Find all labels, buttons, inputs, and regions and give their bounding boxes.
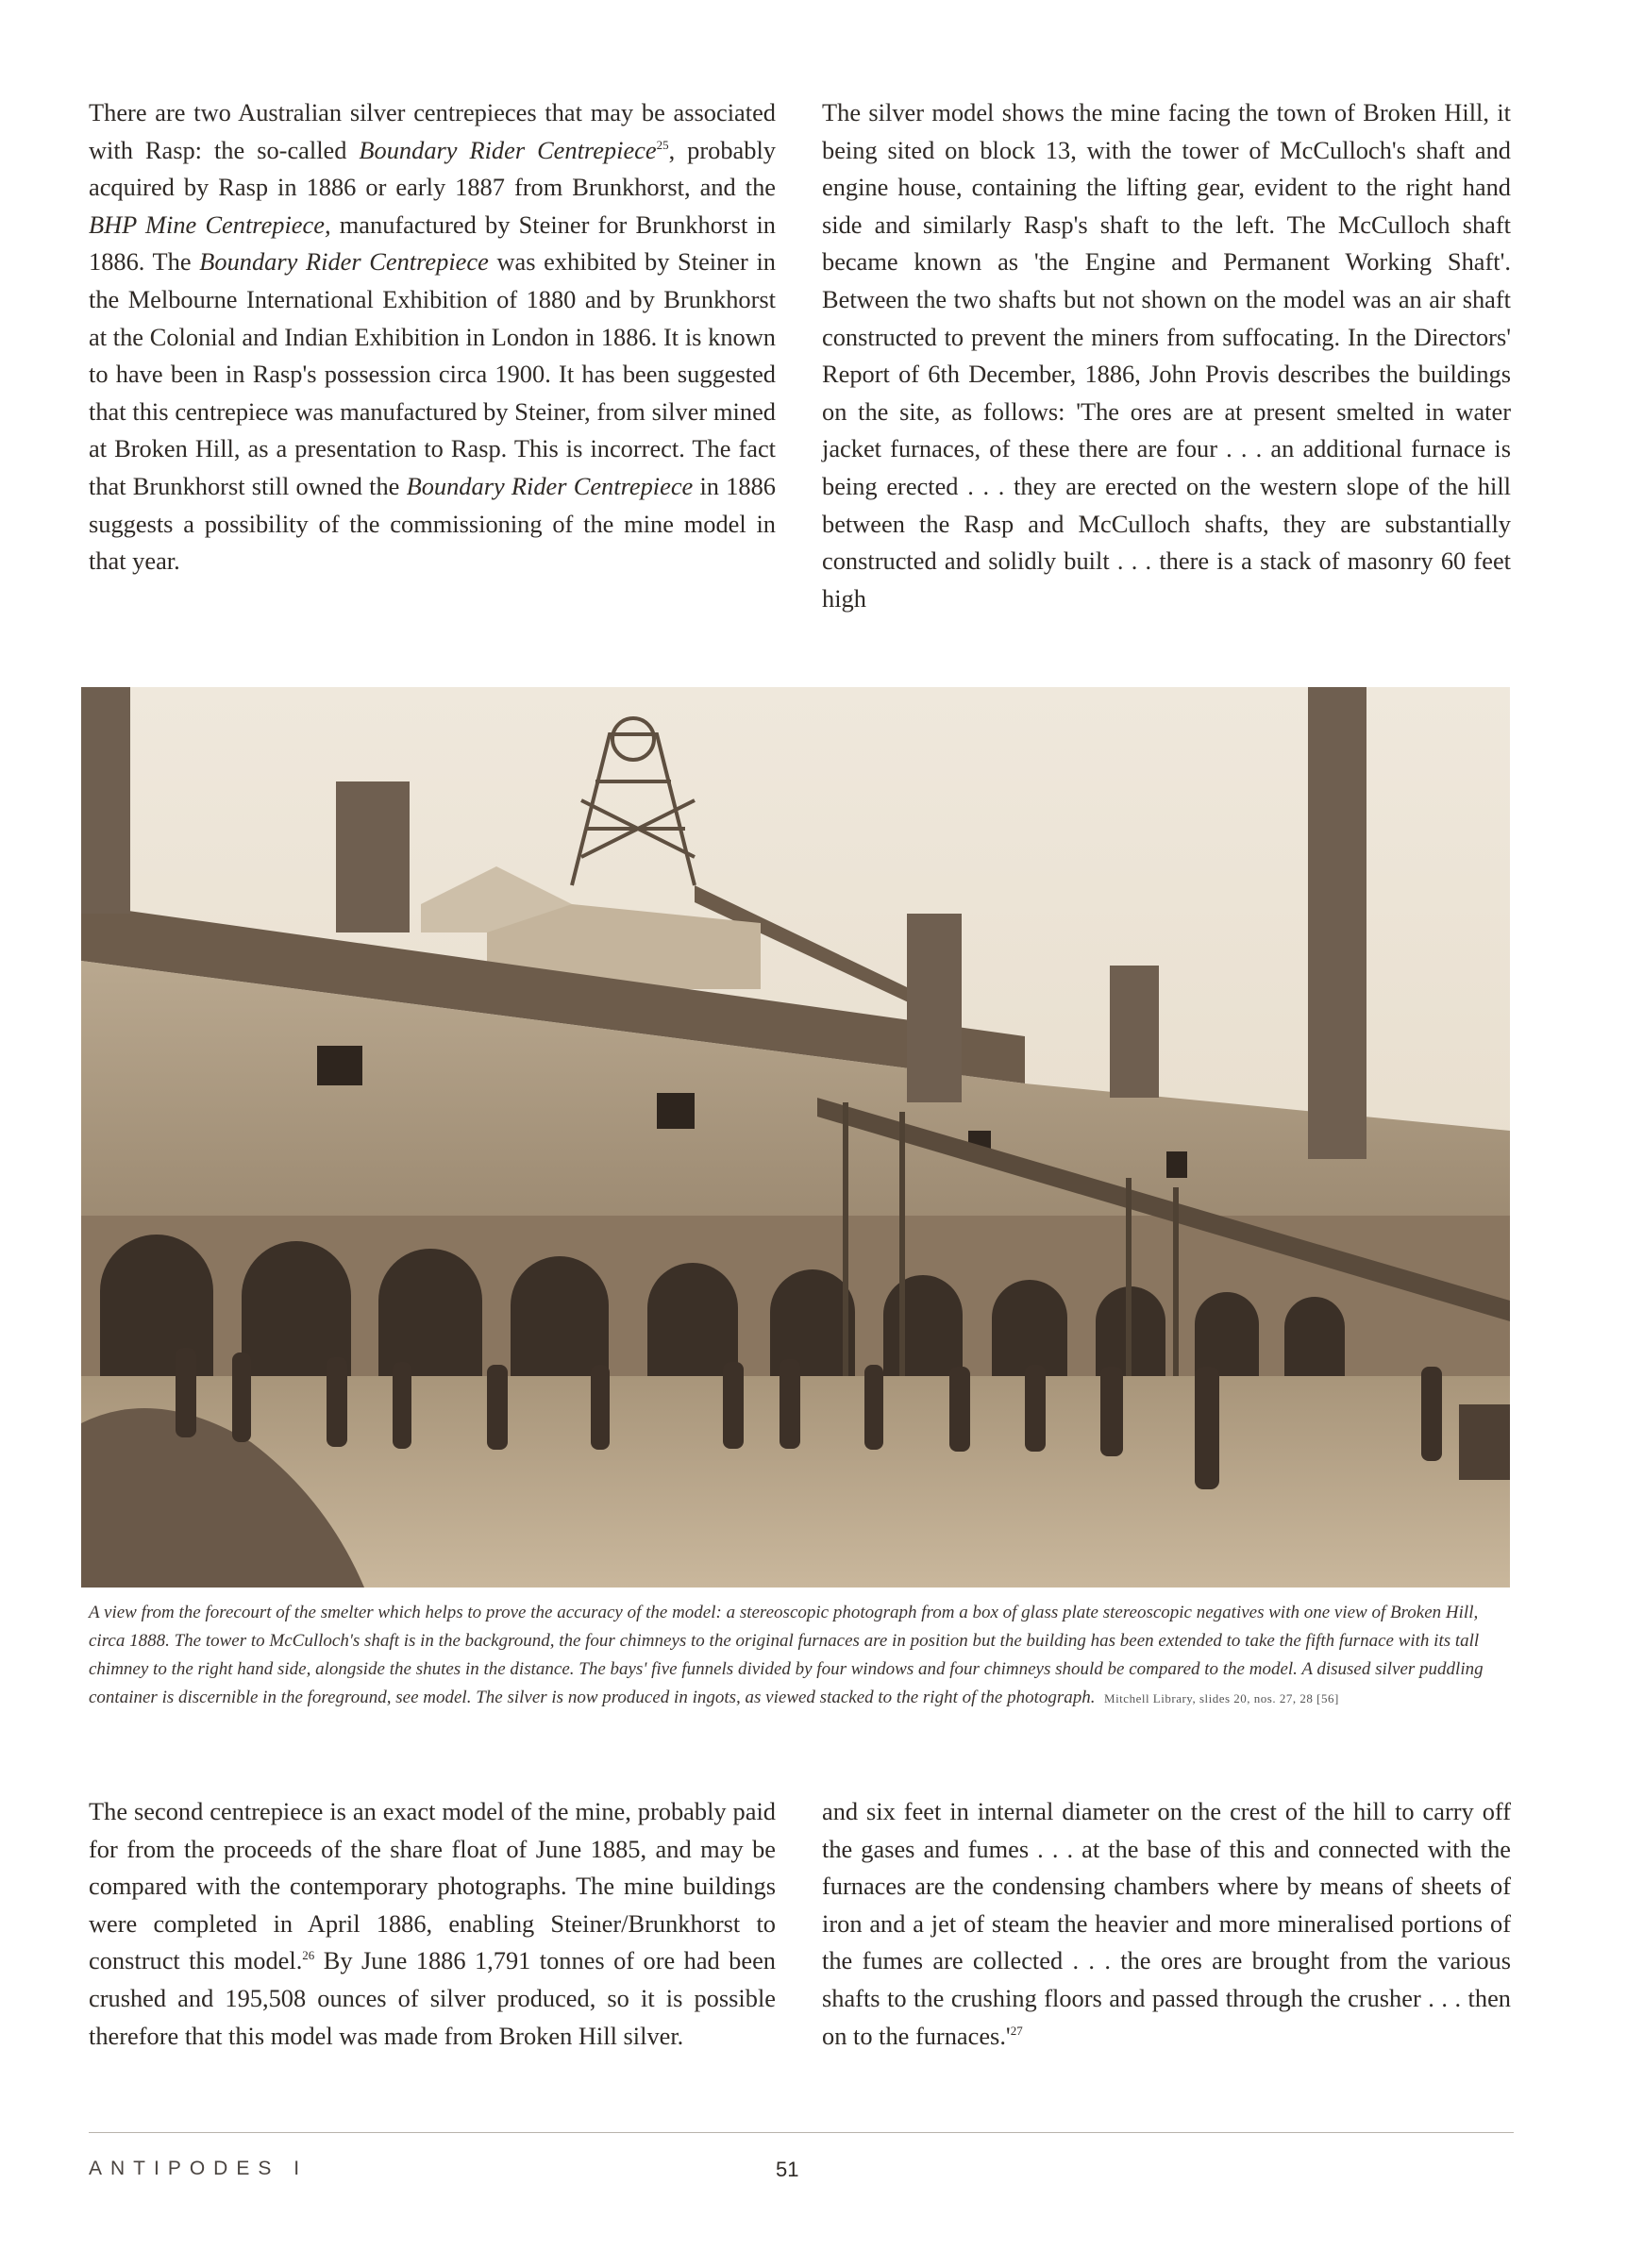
photo-caption <box>89 1599 1514 1713</box>
italic-title: BHP Mine Centrepiece, <box>89 210 331 239</box>
footnote-marker: 26 <box>302 1948 315 1963</box>
footnote-marker: 25 <box>656 137 669 152</box>
column-top-right <box>822 94 1511 617</box>
italic-title: Boundary Rider Centrepiece <box>406 471 694 500</box>
column-bottom-right <box>822 1793 1511 2055</box>
italic-title: Boundary Rider Centrepiece <box>359 135 657 164</box>
text-run: was exhibited by Steiner in the Melbourne International Exhibition of 1880 and by Brunkhorst at the Colonial and Indian Exhibition in London in 1886. It is known to have been in Rasp's possession circa 1900. It has been suggested that this centrepiece was manufactured by Steiner, from silver mined at Broken Hill, as a presentation to Rasp. This is incorrect. The fact that Brunkhorst still owned the <box>89 247 776 500</box>
column-bottom-left <box>89 1793 776 2055</box>
column-top-left <box>89 94 776 580</box>
text-run: in 1886 suggests a possibility of the commissioning of the mine model in that year. <box>89 471 776 576</box>
text-run: By June 1886 1,791 tonnes of ore had been crushed and 195,508 ounces of silver produced, so it is possible therefore that this model was made from Broken Hill silver. <box>89 1946 777 2050</box>
text-run: manufactured by Steiner for Brunkhorst in 1886. The <box>89 210 777 277</box>
caption-text: A view from the forecourt of the smelter which helps to prove the accuracy of the model: a stereoscopic photograph from a box of glass plate stereoscopic negatives with one view of Broken Hill, circa 1888. The tower to McCulloch's shaft is in the background, the four chimneys to the original furnaces are in position but the building has been extended to take the fifth furnace with its tall chimney to the right hand side, alongside the shutes in the distance. The bays' five funnels divided by four windows and four chimneys should be compared to the model. A disused silver puddling container is discernible in the foreground, see model. The silver is now produced in ingots, as viewed stacked to the right of the photograph. <box>89 1603 1484 1707</box>
page-number: 51 <box>776 2158 799 2181</box>
paragraph-silver-model: The silver model shows the mine facing the town of Broken Hill, it being sited on block 13, with the tower of McCulloch's shaft and engine house, containing the lifting gear, evident to the right hand side and similarly Rasp's shaft to the left. The McCulloch shaft became known as 'the Engine and Permanent Working Shaft'. Between the two shafts but not shown on the model was an air shaft constructed to prevent the miners from suffocating. In the Directors' Report of 6th December, 1886, John Provis describes the buildings on the site, as follows: 'The ores are at present smelted in water jacket furnaces, of these there are four . . . an additional furnace is being erected . . . they are erected on the western slope of the hill between the Rasp and McCulloch shafts, they are substantially constructed and solidly built . . . there is a stack of masonry 60 feet high <box>822 98 1511 613</box>
text-run: There are two Australian silver centrepieces that may be associated with Rasp: the so-called <box>89 98 776 164</box>
text-run: and six feet in internal diameter on the crest of the hill to carry off the gases and fumes . . . at the base of this and connected with the furnaces are the condensing chambers where by means of sheets of iron and a jet of steam the heavier and more mineralised portions of the fumes are collected . . . the ores are brought from the various shafts to the crushing floors and passed through the crusher . . . then on to the furnaces.' <box>822 1797 1511 2050</box>
footer-rule <box>89 2132 1514 2133</box>
paragraph-second-centrepiece <box>89 1793 776 2055</box>
paragraph-centrepieces <box>89 94 776 580</box>
journal-name: ANTIPODES I <box>89 2158 309 2179</box>
text-run: , probably acquired by Rasp in 1886 or early 1887 from Brunkhorst, and the <box>89 135 776 202</box>
paragraph-furnaces <box>822 1793 1511 2055</box>
italic-title: Boundary Rider Centrepiece <box>199 247 489 277</box>
footnote-marker: 27 <box>1010 2023 1023 2038</box>
smelter-photograph <box>81 687 1510 1588</box>
caption-source: Mitchell Library, slides 20, nos. 27, 28 [56] <box>1104 1691 1339 1705</box>
text-run: The second centrepiece is an exact model of the mine, probably paid for from the proceeds of the share float of June 1885, and may be compared with the contemporary photographs. The mine buildings were completed in April 1886, enabling Steiner/Brunkhorst to construct this model. <box>89 1797 776 1975</box>
